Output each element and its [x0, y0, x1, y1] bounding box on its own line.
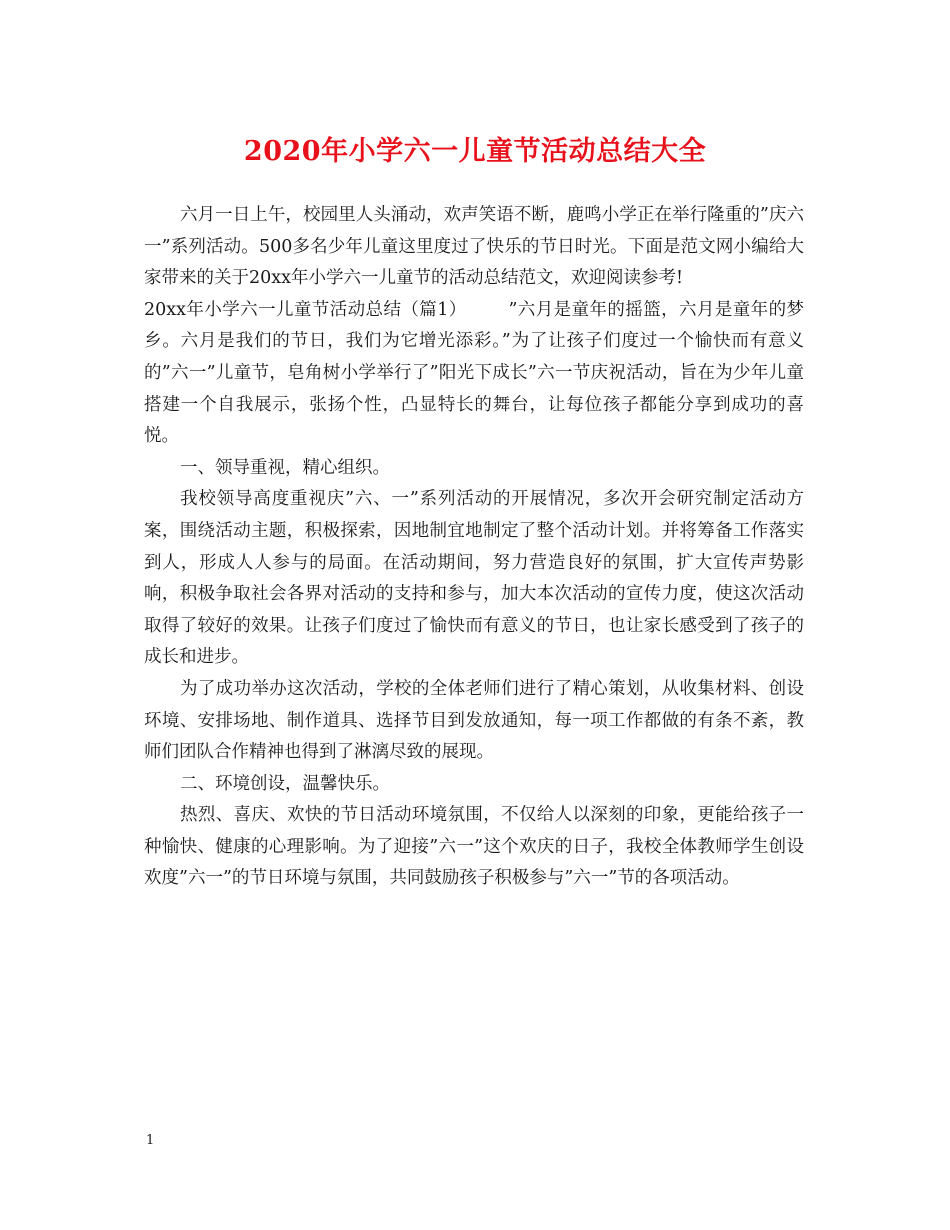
paragraph-teachers: 为了成功举办这次活动，学校的全体老师们进行了精心策划，从收集材料、创设环境、安排场地、制作道具、选择节目到发放通知，每一项工作都做的有条不紊，教师们团队合作精神也得到了淋漓尽致的展现。 — [144, 678, 804, 763]
document-title: 2020年小学六一儿童节活动总结大全 — [243, 136, 707, 167]
paragraph-leadership: 我校领导高度重视庆”六、一”系列活动的开展情况，多次开会研究制定活动方案，围绕活动主题，积极探索，因地制宜地制定了整个活动计划。并将筹备工作落实到人，形成人人参与的局面。在活动期间，努力营造良好的氛围，扩大宣传声势影响，积极争取社会各界对活动的支持和参与，加大本次活动的宣传力度，使这次活动取得了较好的效果。让孩子们度过了愉快而有意义的节日，也让家长感受到了孩子的成长和进步。 — [144, 489, 804, 668]
paragraph-environment: 热烈、喜庆、欢快的节日活动环境氛围，不仅给人以深刻的印象，更能给孩子一种愉快、健康的心理影响。为了迎接”六一”这个欢庆的日子，我校全体教师学生创设欢度”六一”的节日环境与氛围，共同鼓励孩子积极参与”六一”节的各项活动。 — [144, 805, 804, 889]
section-heading-1: 一、领导重视，精心组织。 — [180, 457, 390, 478]
paragraph-summary-1: 20xx年小学六一儿童节活动总结（篇1） ”六月是童年的摇篮，六月是童年的梦乡。六月是我们的节日，我们为它增光添彩。”为了让孩子们度过一个愉快而有意义的”六一”儿童节，皂角树小学举行了”阳光下成长”六一节庆祝活动，旨在为少年儿童搭建一个自我展示，张扬个性，凸显特长的舞台，让每位孩子都能分享到成功的喜悦。 — [144, 299, 804, 447]
paragraph-intro: 六月一日上午，校园里人头涌动，欢声笑语不断，鹿鸣小学正在举行隆重的”庆六一”系列活动。500多名少年儿童这里度过了快乐的节日时光。下面是范文网小编给大家带来的关于20xx年小学六一儿童节的活动总结范文，欢迎阅读参考! — [144, 205, 804, 289]
page-number: 1 — [146, 1133, 155, 1148]
section-heading-2: 二、环境创设，温馨快乐。 — [180, 773, 390, 794]
document-body — [144, 200, 804, 895]
